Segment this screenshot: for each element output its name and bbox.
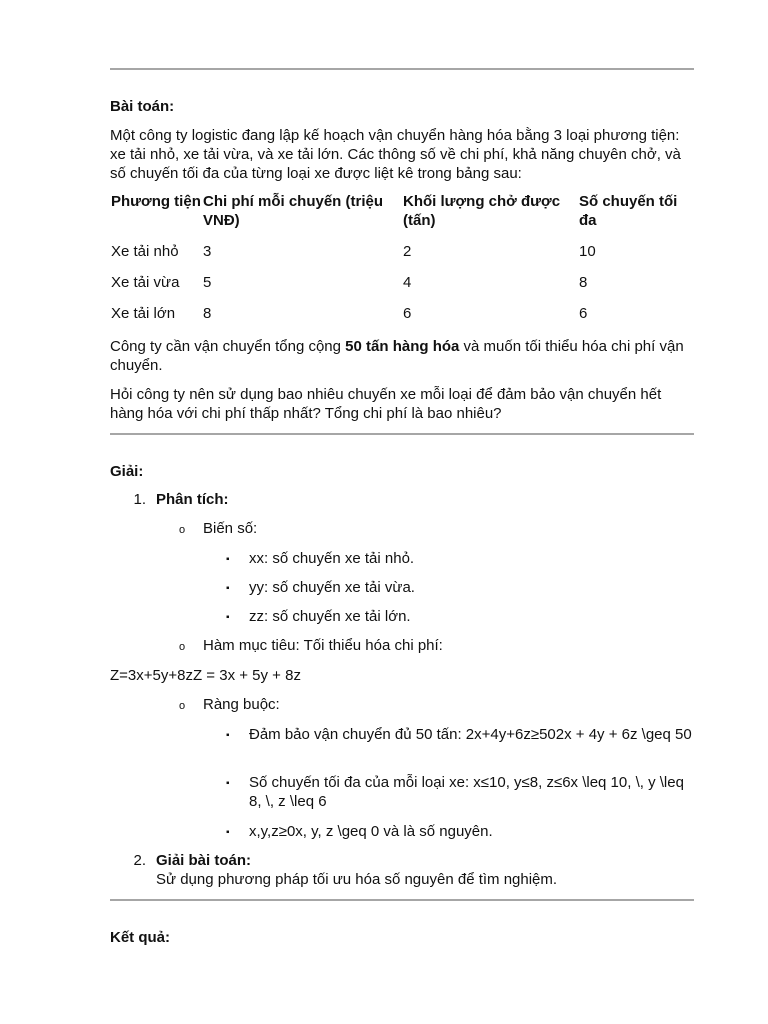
constraints-label: Ràng buộc: — [203, 696, 280, 713]
circle-bullet: o — [179, 700, 186, 712]
circle-bullet: o — [179, 524, 186, 536]
requirement-emphasis: 50 tấn hàng hóa — [345, 338, 460, 355]
table-cell: 3 — [203, 243, 212, 260]
table-row — [110, 273, 694, 304]
list-number: 1. — [133, 491, 146, 508]
square-bullet: ▪ — [226, 612, 230, 623]
step2-title: Giải bài toán: — [156, 852, 252, 869]
variables-label: Biến số: — [203, 520, 258, 537]
question-paragraph: Hỏi công ty nên sử dụng bao nhiêu chuyến xe mỗi loại để đảm bảo vận chuyển hết hàng hóa với chi phí thấp nhất? Tổng chi phí là bao nhiêu? — [110, 386, 662, 422]
objective-formula: Z=3x+5y+8zZ = 3x + 5y + 8z — [110, 667, 301, 684]
solution-heading: Giải: — [110, 463, 144, 480]
problem-heading: Bài toán: — [110, 98, 175, 115]
table-cell: 2 — [403, 243, 412, 260]
vehicle-table — [110, 192, 694, 335]
table-cell: 4 — [403, 274, 412, 291]
table-cell: Xe tải nhỏ — [111, 243, 179, 260]
table-cell: 6 — [403, 305, 412, 322]
table-header-row — [110, 192, 694, 242]
square-bullet: ▪ — [226, 827, 230, 838]
list-item: zz: số chuyến xe tải lớn. — [249, 608, 411, 625]
list-item: xx: số chuyến xe tải nhỏ. — [249, 550, 415, 567]
list-number: 2. — [133, 852, 146, 869]
table-header: Phương tiện — [111, 193, 201, 210]
table-row — [110, 242, 694, 273]
table-cell: 5 — [203, 274, 212, 291]
square-bullet: ▪ — [226, 778, 230, 789]
list-item: yy: số chuyến xe tải vừa. — [249, 579, 415, 596]
list-item: Đảm bảo vận chuyển đủ 50 tấn: 2x+4y+6z≥502x + 4y + 6z \geq 50 — [249, 726, 692, 743]
table-row — [110, 304, 694, 335]
step1-title: Phân tích: — [156, 491, 229, 508]
table-cell: 6 — [579, 305, 588, 322]
requirement-text: và muốn tối thiểu hóa chi phí vận chuyển. — [110, 338, 684, 374]
square-bullet: ▪ — [226, 554, 230, 565]
table-cell: Xe tải lớn — [111, 305, 176, 322]
table-cell: Xe tải vừa — [111, 274, 180, 291]
requirement-paragraph — [110, 337, 694, 375]
table-header: Số chuyến tối đa — [579, 193, 678, 229]
step2-text: Sử dụng phương pháp tối ưu hóa số nguyên để tìm nghiệm. — [156, 871, 558, 888]
square-bullet: ▪ — [226, 583, 230, 594]
table-header: Khối lượng chở được (tấn) — [403, 193, 561, 229]
square-bullet: ▪ — [226, 730, 230, 741]
table-header: Chi phí mỗi chuyến (triệu VNĐ) — [203, 193, 384, 229]
table-cell: 10 — [579, 243, 596, 260]
result-heading: Kết quả: — [110, 929, 170, 946]
circle-bullet: o — [179, 641, 186, 653]
divider — [110, 899, 694, 901]
problem-intro: Một công ty logistic đang lập kế hoạch vận chuyển hàng hóa bằng 3 loại phương tiện: xe tải nhỏ, xe tải vừa, và xe tải lớn. Các thông số về chi phí, khả năng chuyên chở, và số chuyến tối đa của từng loại xe được liệt kê trong bảng sau: — [110, 127, 681, 182]
list-item: x,y,z≥0x, y, z \geq 0 và là số nguyên. — [249, 823, 493, 840]
divider — [110, 68, 694, 70]
list-item: Số chuyến tối đa của mỗi loại xe: x≤10, y≤8, z≤6x \leq 10, \, y \leq 8, \, z \leq 6 — [249, 774, 684, 810]
table-cell: 8 — [203, 305, 212, 322]
objective-label: Hàm mục tiêu: Tối thiểu hóa chi phí: — [203, 637, 443, 654]
divider — [110, 433, 694, 435]
table-cell: 8 — [579, 274, 588, 291]
requirement-text: Công ty cần vận chuyển tổng cộng — [110, 338, 346, 355]
step2-block — [156, 851, 694, 889]
